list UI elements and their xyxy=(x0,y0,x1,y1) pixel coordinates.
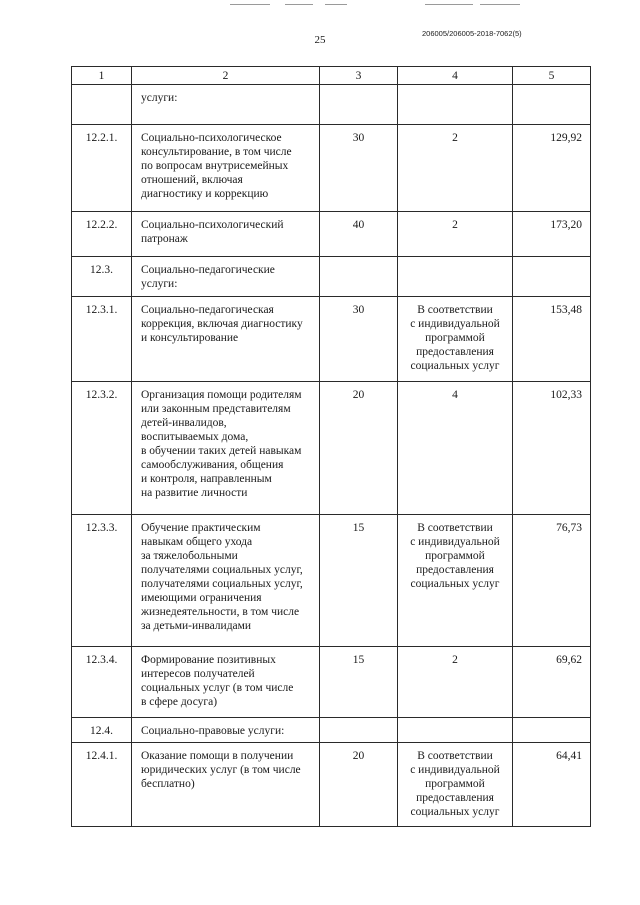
row-number: 12.3.1. xyxy=(72,297,132,382)
service-name: Социально-педагогические услуги: xyxy=(132,257,320,297)
service-time: 20 xyxy=(320,743,398,827)
table-row xyxy=(72,743,591,827)
row-number: 12.3.3. xyxy=(72,515,132,647)
table-row xyxy=(72,718,591,743)
service-time xyxy=(320,257,398,297)
service-time: 30 xyxy=(320,125,398,212)
service-price: 153,48 xyxy=(513,297,591,382)
row-number: 12.3.2. xyxy=(72,382,132,515)
service-name: Социально-правовые услуги: xyxy=(132,718,320,743)
table-row xyxy=(72,647,591,718)
service-price: 173,20 xyxy=(513,212,591,257)
service-count: 2 xyxy=(398,125,513,212)
service-time: 15 xyxy=(320,515,398,647)
service-time: 40 xyxy=(320,212,398,257)
scan-artifact-line xyxy=(425,4,473,5)
row-number: 12.4.1. xyxy=(72,743,132,827)
service-name: Формирование позитивных интересов получателей социальных услуг (в том числе в сфере досуга) xyxy=(132,647,320,718)
service-price: 64,41 xyxy=(513,743,591,827)
service-name: Оказание помощи в получении юридических услуг (в том числе бесплатно) xyxy=(132,743,320,827)
service-time xyxy=(320,718,398,743)
service-count: 2 xyxy=(398,212,513,257)
service-count xyxy=(398,718,513,743)
row-number: 12.3. xyxy=(72,257,132,297)
row-number xyxy=(72,85,132,125)
service-count xyxy=(398,257,513,297)
header-col-4: 4 xyxy=(398,67,513,85)
service-price: 129,92 xyxy=(513,125,591,212)
table-row xyxy=(72,297,591,382)
service-name: Обучение практическим навыкам общего ухода за тяжелобольными получателями социальных услуг, получателями социальных услуг, имеющими ограничения жизнедеятельности, в том числе за детьми-инвалидами xyxy=(132,515,320,647)
service-price: 102,33 xyxy=(513,382,591,515)
service-time xyxy=(320,85,398,125)
service-name: Социально-психологическое консультирование, в том числе по вопросам внутрисемейных отношений, включая диагностику и коррекцию xyxy=(132,125,320,212)
table-row xyxy=(72,85,591,125)
row-number: 12.2.2. xyxy=(72,212,132,257)
service-count: 4 xyxy=(398,382,513,515)
service-count: В соответствии с индивидуальной программой предоставления социальных услуг xyxy=(398,515,513,647)
row-number: 12.3.4. xyxy=(72,647,132,718)
table-row xyxy=(72,382,591,515)
table-row xyxy=(72,125,591,212)
page-number: 25 xyxy=(314,34,326,46)
scan-artifact-line xyxy=(230,4,270,5)
service-time: 30 xyxy=(320,297,398,382)
row-number: 12.2.1. xyxy=(72,125,132,212)
service-name: услуги: xyxy=(132,85,320,125)
service-count xyxy=(398,85,513,125)
service-price: 69,62 xyxy=(513,647,591,718)
service-price xyxy=(513,718,591,743)
service-count: В соответствии с индивидуальной программой предоставления социальных услуг xyxy=(398,743,513,827)
service-price: 76,73 xyxy=(513,515,591,647)
service-name: Социально-педагогическая коррекция, включая диагностику и консультирование xyxy=(132,297,320,382)
service-time: 20 xyxy=(320,382,398,515)
row-number: 12.4. xyxy=(72,718,132,743)
header-col-3: 3 xyxy=(320,67,398,85)
header-col-1: 1 xyxy=(72,67,132,85)
header-col-5: 5 xyxy=(513,67,591,85)
scan-artifact-line xyxy=(285,4,313,5)
header-row xyxy=(72,67,591,85)
service-name: Социально-психологический патронаж xyxy=(132,212,320,257)
scan-artifact-line xyxy=(325,4,347,5)
service-time: 15 xyxy=(320,647,398,718)
service-price xyxy=(513,257,591,297)
service-count: 2 xyxy=(398,647,513,718)
table-row xyxy=(72,212,591,257)
services-table xyxy=(71,66,591,827)
table-row xyxy=(72,257,591,297)
service-price xyxy=(513,85,591,125)
table-row xyxy=(72,515,591,647)
header-col-2: 2 xyxy=(132,67,320,85)
document-id: 206005/206005-2018-7062(5) xyxy=(422,29,522,38)
service-name: Организация помощи родителям или законным представителям детей-инвалидов, воспитываемых дома, в обучении таких детей навыкам самообслуживания, общения и контроля, направленным на развитие личности xyxy=(132,382,320,515)
service-count: В соответствии с индивидуальной программой предоставления социальных услуг xyxy=(398,297,513,382)
scan-artifact-line xyxy=(480,4,520,5)
